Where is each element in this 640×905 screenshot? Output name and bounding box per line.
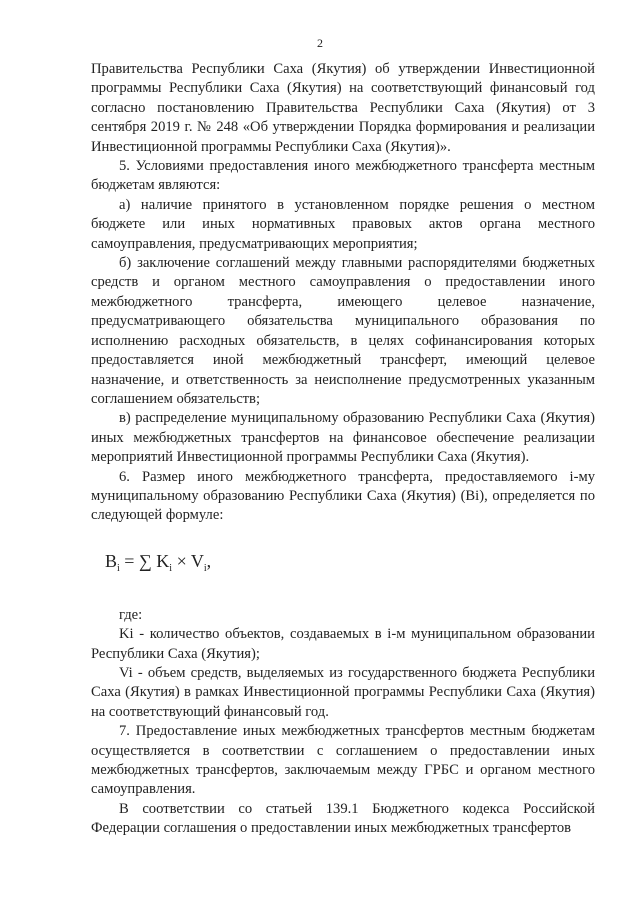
paragraph-article-139: В соответствии со статьей 139.1 Бюджетного кодекса Российской Федерации соглашения о предоставлении иных межбюджетных трансфертов [91,800,595,837]
paragraph-subitem-v: в) распределение муниципальному образованию Республики Саха (Якутия) иных межбюджетных трансфертов на финансовое обеспечение реализации мероприятий Инвестиционной программы Республики Саха (Якутия). [91,410,595,466]
formula-equals-sum: = ∑ [119,550,157,571]
paragraph-item-6: 6. Размер иного межбюджетного трансферта, предоставляемого i-му муниципальному образованию Республики Саха (Якутия) (Bi), определяется по следующей формуле: [91,468,595,524]
paragraph-item-7: 7. Предоставление иных межбюджетных трансфертов местным бюджетам осуществляется в соответствии с соглашением о предоставлении иных межбюджетных трансфертов, заключаемым между ГРБС и органом местного самоуправления. [91,723,595,798]
paragraph-where: где: [119,606,143,623]
paragraph-def-ki: Ki - количество объектов, создаваемых в i-м муниципальном образовании Республики Саха (Якутия); [91,626,595,662]
paragraph-item-5: 5. Условиями предоставления иного межбюджетного трансферта местным бюджетам являются: [91,158,595,194]
formula-times: × [172,550,191,571]
formula-lhs-sub: i [117,562,120,574]
formula-k-sub: i [169,562,173,574]
paragraph-subitem-a: а) наличие принятого в установленном порядке решения о местном бюджете или иных нормативных правовых актов органа местного самоуправления, предусматривающих мероприятия; [91,196,595,252]
formula-lhs: B [105,550,118,571]
formula-v-sub: i [203,562,207,574]
paragraph-def-vi: Vi - объем средств, выделяемых из государственного бюджета Республики Саха (Якутия) в рамках Инвестиционной программы Республики Саха (Якутия) на соответствующий финансовый год. [91,664,595,720]
document-body [91,60,595,839]
paragraph-continuation: Правительства Республики Саха (Якутия) об утверждении Инвестиционной программы Республики Саха (Якутия) на соответствующий финансовый год согласно постановлению Правительства Республики Саха (Якутия) от 3 сентября 2019 г. № 248 «Об утверждении Порядка формирования и реализации Инвестиционной программы Республики Саха (Якутия)». [91,61,595,155]
formula [91,548,595,582]
formula-v: V [190,550,204,571]
paragraph-subitem-b: б) заключение соглашений между главными распорядителями бюджетных средств и органом местного самоуправления о предоставлении иного межбюджетного трансферта, имеющего целевое назначение, предусматривающего обязательства муниципального образования по исполнению расходных обязательств, в целях софинансирования которых предоставляется иной межбюджетный трансферт, имеющий целевое назначение, и ответственность за неисполнение предусмотренных указанным соглашением обязательств; [91,255,595,407]
page-number: 2 [317,36,323,50]
formula-k: K [156,550,170,571]
formula-tail: , [206,550,212,571]
